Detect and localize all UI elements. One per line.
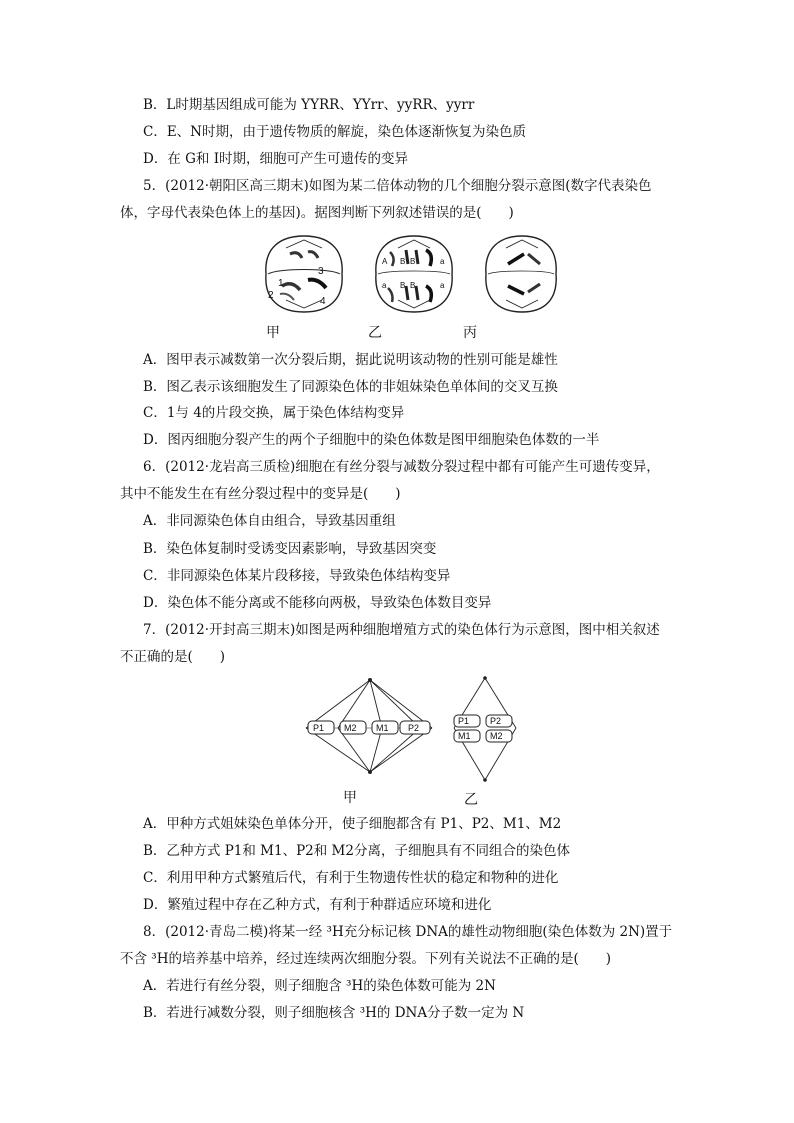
question-7-stem: 7．(2012·开封高三期末)如图是两种细胞增殖方式的染色体行为示意图，图中相关叙述: [143, 622, 660, 638]
option-line: B．染色体复制时受诱变因素影响，导致基因突变: [143, 541, 437, 557]
fig7-chr-M1: M1: [458, 731, 471, 741]
fig7-chr-M1: M1: [376, 723, 389, 733]
question-5-stem-cont: 体，字母代表染色体上的基因)。据图判断下列叙述错误的是( ): [120, 205, 514, 221]
question-6-stem-cont: 其中不能发生在有丝分裂过程中的变异是( ): [120, 486, 401, 502]
fig7-chr-P1: P1: [458, 716, 470, 726]
fig5-num-2: 2: [268, 290, 274, 301]
fig5-gene: B: [400, 281, 406, 290]
fig5-gene: a: [440, 281, 445, 290]
option-line: A．若进行有丝分裂，则子细胞含 ³H的染色体数可能为 2N: [143, 978, 496, 994]
fig7-chr-P1: P1: [313, 723, 325, 733]
option-line: B．图乙表示该细胞发生了同源染色体的非姐妹染色单体间的交叉互换: [143, 379, 558, 395]
fig5-num-4: 4: [320, 296, 326, 307]
fig5-num-3: 3: [318, 266, 324, 277]
figure-7-chromosome-behavior: [300, 674, 530, 784]
fig7-chr-P2: P2: [490, 716, 502, 726]
question-6-stem: 6．(2012·龙岩高三质检)细胞在有丝分裂与减数分裂过程中都有可能产生可遗传变异，: [143, 459, 660, 475]
option-line: A．甲种方式姐妹染色单体分开，使子细胞都含有 P1、P2、M1、M2: [143, 816, 562, 832]
fig5-gene: a: [382, 281, 387, 290]
option-line: B．乙种方式 P1和 M1、P2和 M2分离，子细胞具有不同组合的染色体: [143, 843, 570, 859]
fig5-gene: B: [400, 257, 406, 266]
fig7-caption-yi: 乙: [464, 792, 478, 808]
option-line: B．L时期基因组成可能为 YYRR、YYrr、yyRR、yyrr: [143, 97, 475, 113]
option-line: D．图丙细胞分裂产生的两个子细胞中的染色体数是图甲细胞染色体数的一半: [143, 432, 600, 448]
option-line: C．非同源染色体某片段移接，导致染色体结构变异: [143, 568, 451, 584]
option-line: B．若进行减数分裂，则子细胞核含 ³H的 DNA分子数一定为 N: [143, 1005, 525, 1021]
fig7-yi-spindle: [454, 678, 516, 780]
fig5-caption-jia: 甲: [266, 325, 280, 341]
option-line: A．图甲表示减数第一次分裂后期，据此说明该动物的性别可能是雄性: [143, 352, 558, 368]
question-8-stem-cont: 不含 ³H的培养基中培养，经过连续两次细胞分裂。下列有关说法不正确的是( ): [120, 951, 612, 967]
fig7-caption-jia: 甲: [343, 790, 357, 806]
option-line: A．非同源染色体自由组合，导致基因重组: [143, 513, 396, 529]
option-line: D．繁殖过程中存在乙种方式，有利于种群适应环境和进化: [143, 897, 492, 913]
fig7-chr-M2: M2: [490, 731, 503, 741]
cell-bing: [486, 236, 556, 312]
figure-5-cell-division: [258, 228, 558, 320]
fig5-num-1: 1: [278, 278, 284, 289]
fig5-gene: a: [440, 257, 445, 266]
fig7-chr-P2: P2: [408, 723, 420, 733]
fig5-gene: A: [382, 257, 388, 266]
fig5-caption-yi: 乙: [368, 325, 382, 341]
option-line: D．在 G和 I时期，细胞可产生可遗传的变异: [143, 151, 409, 167]
fig5-gene: B: [410, 257, 416, 266]
question-5-stem: 5．(2012·朝阳区高三期末)如图为某二倍体动物的几个细胞分裂示意图(数字代表染色: [143, 178, 652, 194]
fig7-chr-M2: M2: [344, 723, 357, 733]
option-line: C．1与 4的片段交换，属于染色体结构变异: [143, 405, 405, 421]
fig5-gene: B: [410, 281, 416, 290]
option-line: C．E、N时期，由于遗传物质的解旋，染色体逐渐恢复为染色质: [143, 124, 526, 140]
cell-yi: [376, 236, 452, 312]
question-8-stem: 8．(2012·青岛二模)将某一经 ³H充分标记核 DNA的雄性动物细胞(染色体数为 2N)置于: [143, 924, 673, 940]
question-7-stem-cont: 不正确的是( ): [120, 649, 226, 665]
fig5-caption-bing: 丙: [463, 325, 477, 341]
option-line: D．染色体不能分离或不能移向两极，导致染色体数目变异: [143, 595, 492, 611]
option-line: C．利用甲种方式繁殖后代，有利于生物遗传性状的稳定和物种的进化: [143, 870, 559, 886]
cell-jia: [266, 236, 342, 312]
